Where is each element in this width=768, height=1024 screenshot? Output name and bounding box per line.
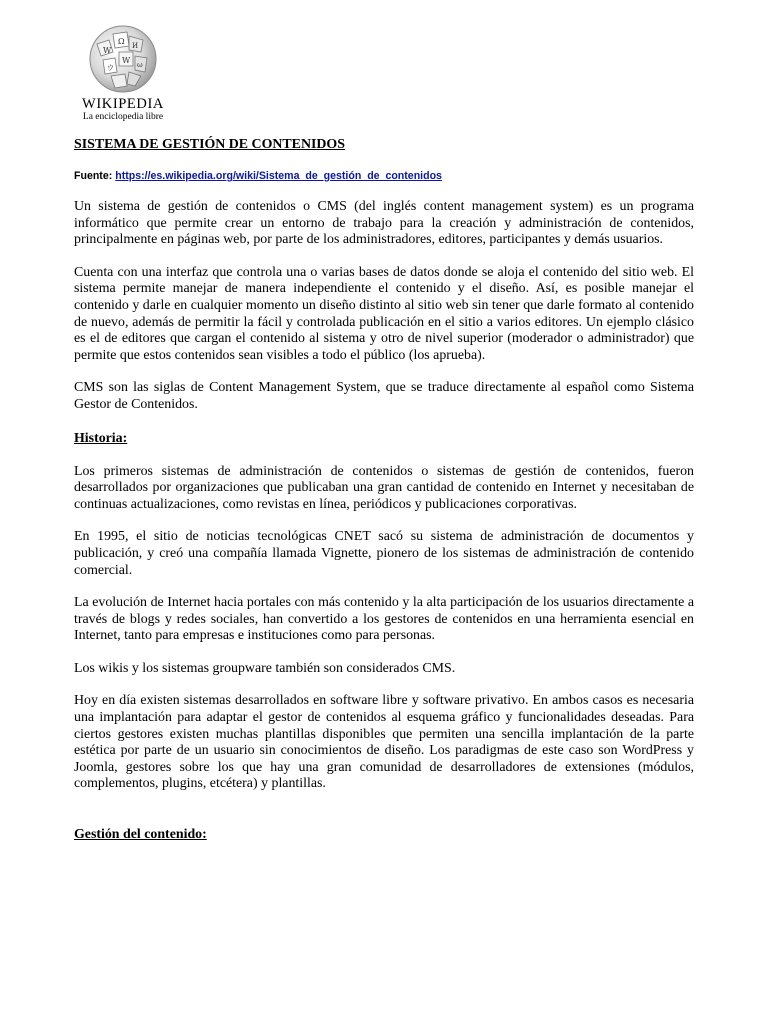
logo-wordmark: WIKIPEDIA [82, 96, 164, 112]
section-heading-historia: Historia: [74, 430, 128, 446]
section-heading-gestion: Gestión del contenido: [74, 827, 207, 843]
paragraph-intro-2: Cuenta con una interfaz que controla una o varias bases de datos donde se aloja el contenido del sitio web. El sistema permite manejar de manera independiente el contenido y el diseño. Así, es posible manejar el contenido y darle en cualquier momento un diseño distinto al sitio web sin tener que darle formato al contenido de nuevo, además de permitir la fácil y controlada publicación en el sitio a varios editores. Un ejemplo clásico es el de editores que cargan el contenido al sistema y otro de nivel superior (moderador o administrador) que permite que estos contenidos sean visibles a todo el público (los aprueba). [74, 264, 694, 363]
svg-text:И: И [132, 42, 139, 50]
svg-text:ウ: ウ [107, 64, 114, 72]
paragraph-history-5: Hoy en día existen sistemas desarrollados en software libre y software privativo. En ambos casos es necesaria una implantación para adaptar el gestor de contenidos al esquema gráfico y funcionalidades deseadas. Para ciertos gestores existen muchas plantillas disponibles que permiten una sencilla implantación de la parte estética por parte de un usuario sin conocimientos de diseño. Los paradigmas de este caso son WordPress y Joomla, gestores sobre los que hay una gran comunidad de desarrolladores de extensiones (módulos, complementos, plugins, etcétera) y plantillas. [74, 693, 694, 792]
paragraph-history-4: Los wikis y los sistemas groupware también son considerados CMS. [74, 660, 456, 676]
document-body [74, 136, 694, 844]
paragraph-intro-3: CMS son las siglas de Content Management System, que se traduce directamente al español como Sistema Gestor de Contenidos. [74, 380, 694, 412]
paragraph-intro-1: Un sistema de gestión de contenidos o CMS (del inglés content management system) es un programa informático que permite crear un entorno de trabajo para la creación y administración de contenidos, principalmente en páginas web, por parte de los administradores, editores, participantes y demás usuarios. [74, 199, 694, 248]
source-label: Fuente: [74, 170, 113, 182]
svg-text:ω: ω [137, 61, 143, 69]
paragraph-history-2: En 1995, el sitio de noticias tecnológicas CNET sacó su sistema de administración de documentos y publicación, y creó una compañía llamada Vignette, pionero de los sistemas de administración de contenido comercial. [74, 529, 694, 578]
source-link[interactable]: https://es.wikipedia.org/wiki/Sistema_de_gestión_de_contenidos [115, 170, 442, 182]
svg-text:W: W [122, 56, 131, 65]
wikipedia-globe-icon [83, 22, 163, 94]
svg-text:W: W [103, 46, 112, 55]
paragraph-history-1: Los primeros sistemas de administración de contenidos o sistemas de gestión de contenidos, fueron desarrollados por organizaciones que publicaban una gran cantidad de contenido en Internet y necesitaban de continuas actualizaciones, como revistas en línea, periódicos y publicaciones corporativas. [74, 463, 694, 512]
svg-text:Ω: Ω [118, 37, 125, 46]
document-title: SISTEMA DE GESTIÓN DE CONTENIDOS [74, 137, 345, 152]
source-line [74, 169, 694, 183]
wikipedia-logo [76, 22, 170, 123]
paragraph-history-3: La evolución de Internet hacia portales con más contenido y la alta participación de los usuarios directamente a través de blogs y redes sociales, han convertido a los gestores de contenidos en una herramienta esencial en Internet, tanto para empresas e instituciones como para personas. [74, 595, 694, 644]
logo-tagline: La enciclopedia libre [82, 112, 164, 122]
